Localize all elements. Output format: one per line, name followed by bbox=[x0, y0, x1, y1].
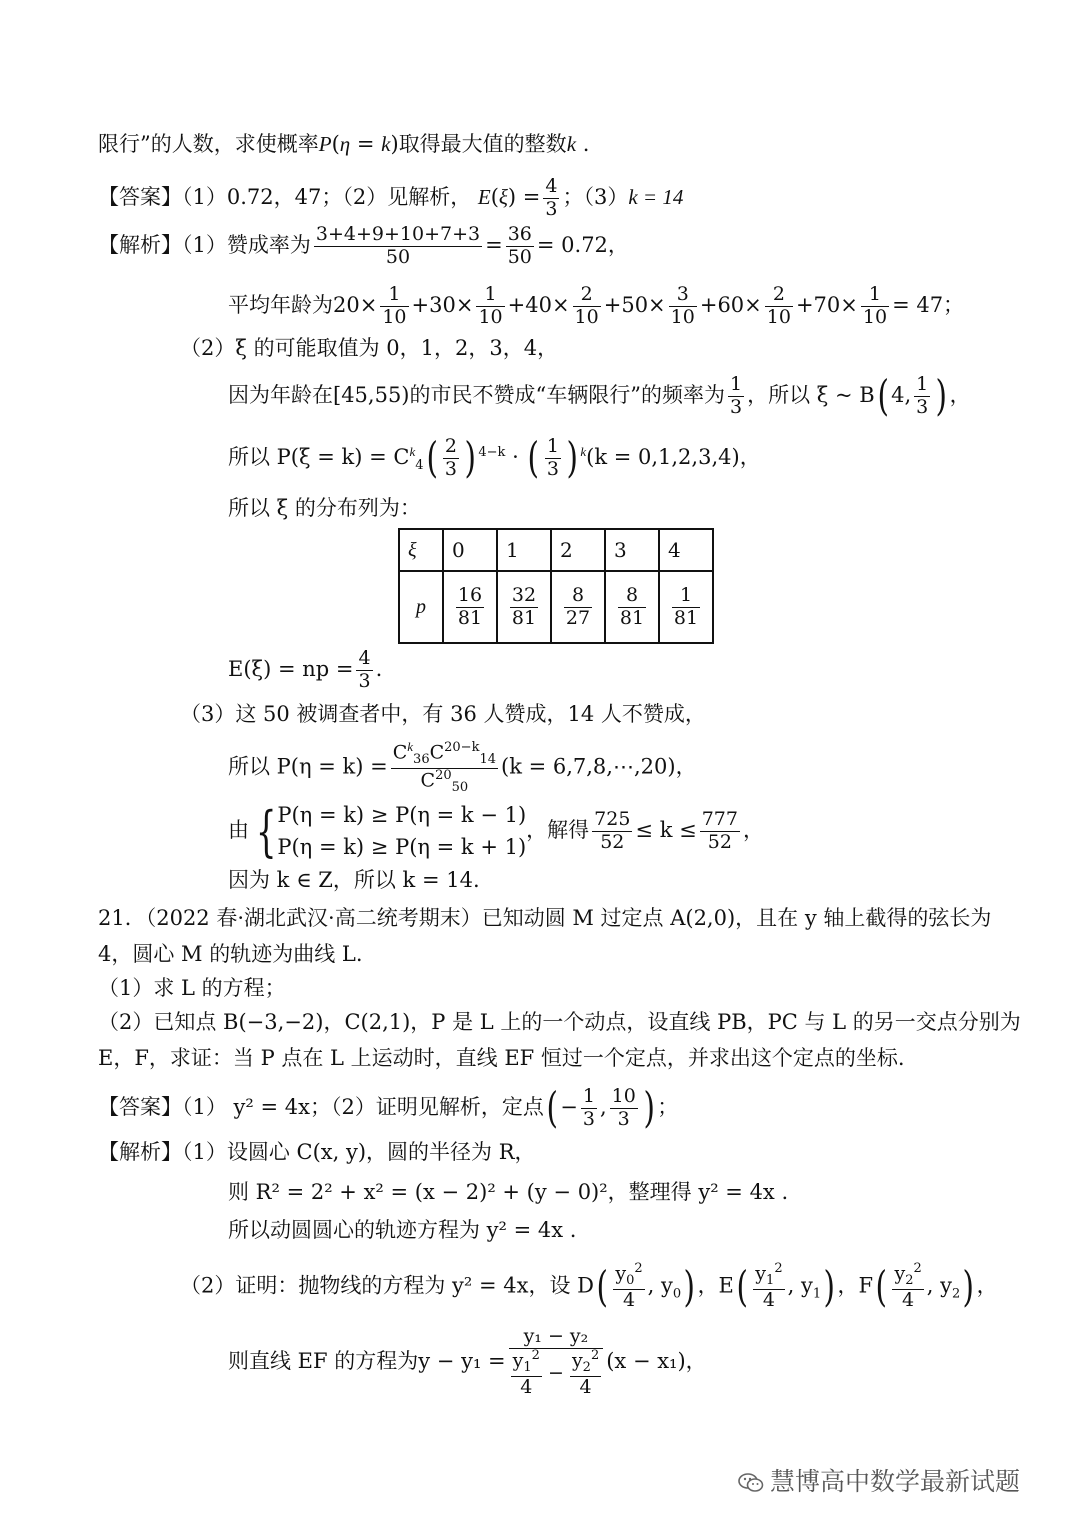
solution-21-part1: 【解析】（1）设圆心 C(x, y)，圆的半径为 R， bbox=[98, 1140, 536, 1164]
solution-21-part2: （2）证明：抛物线的方程为 y² = 4x，设 D( $\frac{y_0^2}{4}$ , $y_0$) ，E( $\frac{y_1^2}{4}$ , $y_1$) ，F( $\frac{y_2^2}{4}$ , $y_2$) ， bbox=[180, 1261, 998, 1312]
conclusion-20: 因为 k ∈ Z，所以 k = 14. bbox=[228, 868, 480, 892]
question-21-line2: 4，圆心 M 的轨迹为曲线 L. bbox=[98, 942, 363, 966]
question-tail: 限行”的人数，求使概率P(η = k)取得最大值的整数k . bbox=[98, 132, 590, 156]
solution-20-part1: 【解析】（1）赞成率为 $\frac{3+4+9+10+7+3}{50}$ = $\frac{36}{50}$ = 0.72， bbox=[98, 223, 629, 268]
distribution-intro: 所以 ξ 的分布列为： bbox=[228, 496, 421, 520]
distribution-table bbox=[398, 528, 714, 644]
answer-20: 【答案】（1）0.72，47；（2）见解析， E(ξ) = $\frac{4}{3}$ ；（3）k = 14 bbox=[98, 175, 684, 220]
locus-equation: 所以动圆圆心的轨迹方程为 y² = 4x . bbox=[228, 1218, 577, 1242]
probability-formula: 所以 $P(\xi = k) = C^k_4$( $\frac{2}{3}$ ) $^{4-k}$ · ( $\frac{1}{3}$ ) $^k$(k = 0,1,2,3,4)， bbox=[228, 433, 761, 483]
question-21-line1: 21．（2022 春·湖北武汉·高二统考期末）已知动圆 M 过定点 A(2,0)，且在 y 轴上截得的弦长为 bbox=[98, 906, 992, 930]
watermark: 慧博高中数学最新试题 bbox=[738, 1462, 1020, 1498]
wechat-icon bbox=[738, 1472, 764, 1494]
question-21-sub2-cont: E，F，求证：当 P 点在 L 上运动时，直线 EF 恒过一个定点，并求出这个定点的坐标. bbox=[98, 1046, 905, 1070]
average-age: 平均年龄为20× $\frac{1}{10}$ +30× $\frac{1}{10}$ +40× $\frac{2}{10}$ +50× $\frac{3}{10}$ +60× $\frac{2}{10}$ +70× $\frac{1}{10}$ = 47； bbox=[228, 283, 965, 328]
question-21-sub2: （2）已知点 B(−3,−2)，C(2,1)，P 是 L 上的一个动点，设直线 PB，PC 与 L 的另一交点分别为 bbox=[98, 1010, 1021, 1034]
solution-20-part2: （2）ξ 的可能取值为 0，1，2，3，4， bbox=[180, 336, 559, 360]
table-row: ξ 0 1 2 3 4 bbox=[399, 529, 713, 571]
table-row: p $\frac{16}{81}$ $\frac{32}{81}$ $\frac{8}{27}$ $\frac{8}{81}$ $\frac{1}{81}$ bbox=[399, 571, 713, 643]
radius-equation: 则 R² = 2² + x² = (x − 2)² + (y − 0)²，整理得 y² = 4x . bbox=[228, 1180, 789, 1204]
eta-distribution: 所以 P(η = k) = $\frac{C^k_{36}C^{20-k}_{14}}{C^{20}_{50}}$ (k = 6,7,8,⋯,20)， bbox=[228, 739, 697, 796]
expectation: E(ξ) = np = $\frac{4}{3}$ . bbox=[228, 647, 383, 692]
binomial-statement: 因为年龄在[45,55)的市民不赞成“车辆限行”的频率为 $\frac{1}{3}$ ，所以 ξ ~ B( 4, $\frac{1}{3}$ ) ， bbox=[228, 371, 971, 421]
question-21-sub1: （1）求 L 的方程； bbox=[98, 976, 286, 1000]
inequality-system: 由 {P(η = k) ≥ P(η = k − 1) P(η = k) ≥ P(η = k + 1)，解得 $\frac{725}{52}$ ≤ k ≤ $\frac{777}{52}$ ， bbox=[228, 799, 764, 863]
solution-20-part3: （3）这 50 被调查者中，有 36 人赞成，14 人不赞成， bbox=[180, 702, 706, 726]
answer-21: 【答案】（1） y² = 4x；（2）证明见解析，定点( − $\frac{1}{3}$ , $\frac{10}{3}$ ) ； bbox=[98, 1083, 679, 1133]
line-ef-equation: 则直线 EF 的方程为y − y₁ = y₁ − y₂ $\frac{y_1^2}{4}$ − $\frac{y_2^2}{4}$ (x − x₁)， bbox=[228, 1325, 707, 1398]
